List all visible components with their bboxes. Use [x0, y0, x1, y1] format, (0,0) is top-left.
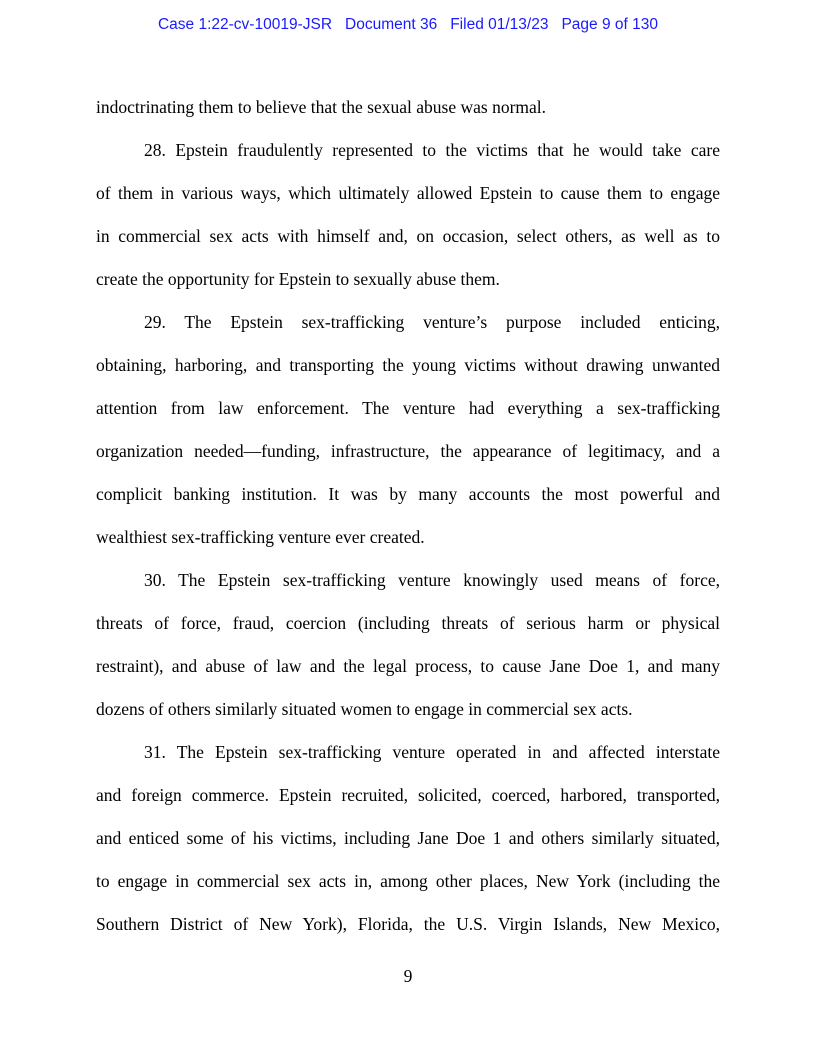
paragraph-29-start: 29. The Epstein sex-trafficking venture’s purpose included enticing, — [144, 312, 720, 332]
text-line: create the opportunity for Epstein to sexually abuse them. — [96, 269, 500, 289]
paragraph-31-start: 31. The Epstein sex-trafficking venture operated in and affected interstate — [144, 742, 720, 762]
page-number: 9 — [403, 966, 413, 986]
case-number: Case 1:22-cv-10019-JSR — [157, 16, 333, 33]
paragraph-30-start: 30. The Epstein sex-trafficking venture knowingly used means of force, — [144, 570, 720, 590]
text-line: wealthiest sex-trafficking venture ever created. — [96, 527, 425, 547]
text-line: attention from law enforcement. The venture had everything a sex-trafficking — [96, 398, 720, 418]
text-line: indoctrinating them to believe that the sexual abuse was normal. — [96, 97, 547, 117]
text-line: restraint), and abuse of law and the legal process, to cause Jane Doe 1, and many — [96, 656, 720, 676]
text-line: organization needed—funding, infrastructure, the appearance of legitimacy, and a — [96, 441, 720, 461]
document-body — [96, 86, 720, 946]
text-line: Southern District of New York), Florida, the U.S. Virgin Islands, New Mexico, — [96, 914, 720, 934]
text-line: and foreign commerce. Epstein recruited, solicited, coerced, harbored, transported, — [96, 785, 720, 805]
page-indicator: Page 9 of 130 — [561, 16, 658, 33]
text-line: in commercial sex acts with himself and, on occasion, select others, as well as to — [96, 226, 720, 246]
text-line: dozens of others similarly situated women to engage in commercial sex acts. — [96, 699, 633, 719]
document-number: Document 36 — [345, 16, 438, 33]
text-line: threats of force, fraud, coercion (including threats of serious harm or physical — [96, 613, 720, 633]
text-line: and enticed some of his victims, including Jane Doe 1 and others similarly situated, — [96, 828, 720, 848]
text-line: to engage in commercial sex acts in, among other places, New York (including the — [96, 871, 720, 891]
paragraph-28-start: 28. Epstein fraudulently represented to the victims that he would take care — [144, 140, 720, 160]
case-header — [0, 15, 816, 35]
text-line: obtaining, harboring, and transporting the young victims without drawing unwanted — [96, 355, 720, 375]
text-line: complicit banking institution. It was by many accounts the most powerful and — [96, 484, 720, 504]
text-line: of them in various ways, which ultimately allowed Epstein to cause them to engage — [96, 183, 720, 203]
filed-date: Filed 01/13/23 — [450, 16, 549, 33]
